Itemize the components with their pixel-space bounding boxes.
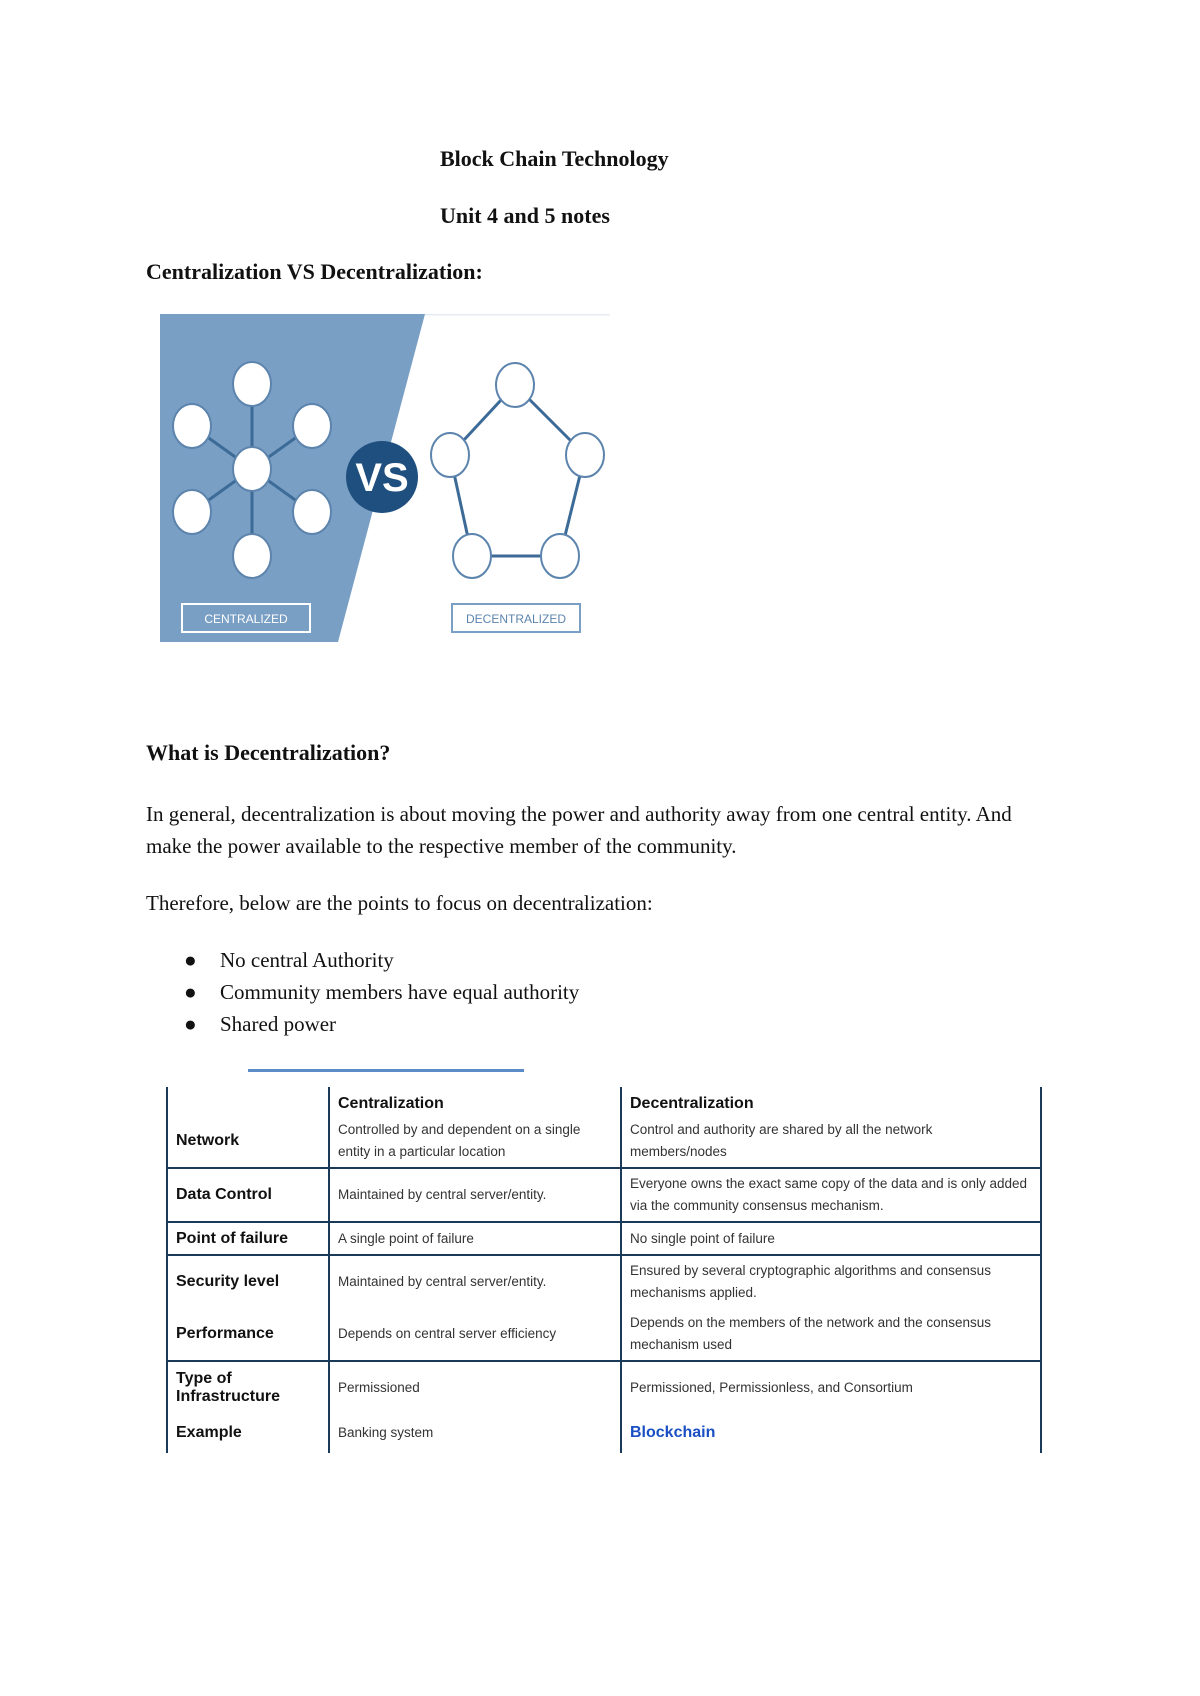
table-top-rule — [248, 1069, 524, 1072]
document-title: Block Chain Technology — [440, 146, 669, 171]
decentralization-points — [184, 944, 579, 1040]
table-row: Network Controlled by and dependent on a single entity in a particular location Control and authority are shared by all the network members/nodes — [167, 1115, 1041, 1168]
document-subtitle: Unit 4 and 5 notes — [440, 203, 610, 228]
node — [541, 534, 579, 578]
comparison-table — [166, 1087, 1042, 1453]
table-header-empty — [167, 1087, 329, 1115]
node — [496, 363, 534, 407]
decentralization-paragraph: In general, decentralization is about moving the power and authority away from one central entity. And make the power available to the respective member of the community. — [146, 802, 1012, 858]
node — [293, 490, 331, 534]
list-item: ● Community members have equal authority — [184, 976, 579, 1008]
vs-label: VS — [355, 456, 409, 500]
bullet-icon: ● — [184, 948, 197, 972]
blockchain-link[interactable]: Blockchain — [621, 1413, 1041, 1453]
node — [431, 433, 469, 477]
decentralization-heading: What is Decentralization? — [146, 740, 391, 765]
centralized-label: CENTRALIZED — [204, 612, 288, 626]
table-header-centralization: Centralization — [329, 1087, 621, 1115]
node — [566, 433, 604, 477]
bullet-icon: ● — [184, 980, 197, 1004]
centralized-vs-decentralized-figure — [160, 314, 610, 642]
hub-node — [233, 447, 271, 491]
table-row: Performance Depends on central server efficiency Depends on the members of the network and the consensus mechanism used — [167, 1308, 1041, 1361]
table-row: Point of failure A single point of failure No single point of failure — [167, 1222, 1041, 1255]
list-item: ● No central Authority — [184, 944, 579, 976]
node — [293, 404, 331, 448]
table-row: Security level Maintained by central server/entity. Ensured by several cryptographic algorithms and consensus mechanisms applied. — [167, 1255, 1041, 1308]
decentralized-label: DECENTRALIZED — [465, 612, 567, 626]
table-header-decentralization: Decentralization — [621, 1087, 1041, 1115]
node — [233, 362, 271, 406]
node — [453, 534, 491, 578]
section-heading: Centralization VS Decentralization: — [146, 259, 483, 284]
node — [233, 534, 271, 578]
table-row: Example Banking system Blockchain — [167, 1413, 1041, 1453]
node — [173, 404, 211, 448]
bullet-icon: ● — [184, 1012, 197, 1036]
table-row: Type of Infrastructure Permissioned Permissioned, Permissionless, and Consortium — [167, 1361, 1041, 1413]
list-item: ● Shared power — [184, 1008, 579, 1040]
table-row: Data Control Maintained by central server/entity. Everyone owns the exact same copy of the data and is only added via the community consensus mechanism. — [167, 1168, 1041, 1222]
node — [173, 490, 211, 534]
points-intro: Therefore, below are the points to focus on decentralization: — [146, 891, 653, 915]
